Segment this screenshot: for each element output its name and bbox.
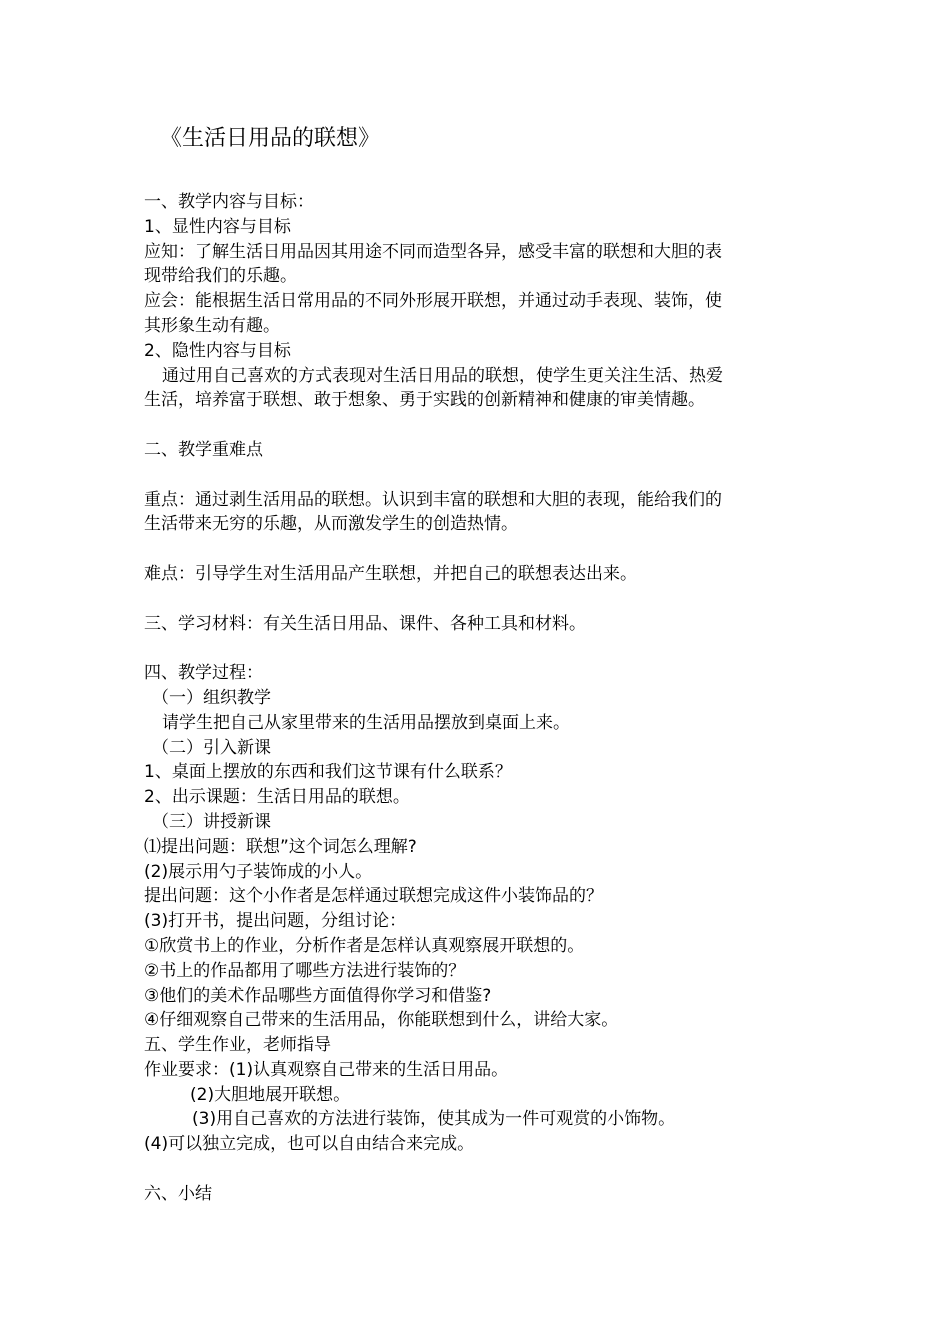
text-line: ①欣赏书上的作业，分析作者是怎样认真观察展开联想的。	[144, 935, 585, 956]
text-line: 应知：了解生活日用品因其用途不同而造型各异，感受丰富的联想和大胆的表	[144, 241, 722, 262]
text-line: 重点：通过剥生活用品的联想。认识到丰富的联想和大胆的表现，能给我们的	[144, 489, 722, 510]
text-line: （二）引入新课	[152, 737, 271, 758]
document-title: 《生活日用品的联想》	[160, 126, 381, 151]
text-line: 现带给我们的乐趣。	[144, 266, 297, 287]
text-line: （一）组织教学	[152, 687, 271, 708]
text-line: (2)展示用勺子装饰成的小人。	[144, 861, 373, 882]
text-line: ④仔细观察自己带来的生活用品，你能联想到什么，讲给大家。	[144, 1010, 619, 1031]
text-line: 生活带来无穷的乐趣，从而激发学生的创造热情。	[144, 514, 518, 535]
blank-line	[144, 587, 812, 612]
text-line: 难点：引导学生对生活用品产生联想，并把自己的联想表达出来。	[144, 563, 637, 584]
document-body	[144, 190, 812, 1207]
text-line: 通过用自己喜欢的方式表现对生活日用品的联想，使学生更关注生活、热爱	[162, 365, 723, 386]
text-line: 提出问题：这个小作者是怎样通过联想完成这件小装饰品的？	[144, 886, 603, 907]
text-line: (2)大胆地展开联想。	[190, 1084, 351, 1105]
text-line: 1、显性内容与目标	[144, 216, 291, 237]
text-line: 生活，培养富于联想、敢于想象、勇于实践的创新精神和健康的审美情趣。	[144, 390, 705, 411]
text-line: ③他们的美术作品哪些方面值得你学习和借鉴?	[144, 985, 492, 1006]
text-line: 四、教学过程：	[144, 663, 263, 684]
text-line: 二、教学重难点	[144, 439, 263, 460]
text-line: ⑴提出问题：联想”这个词怎么理解?	[144, 836, 417, 857]
text-line: 六、小结	[144, 1183, 212, 1204]
text-line: 其形象生动有趣。	[144, 315, 280, 336]
text-line: 请学生把自己从家里带来的生活用品摆放到桌面上来。	[162, 712, 570, 733]
text-line: （三）讲授新课	[152, 811, 271, 832]
text-line: (3)打开书，提出问题，分组讨论：	[144, 911, 407, 932]
text-line: 一、教学内容与目标：	[144, 192, 314, 212]
text-line: 2、隐性内容与目标	[144, 340, 291, 361]
blank-line	[144, 1157, 812, 1182]
text-line: 三、学习材料：有关生活日用品、课件、各种工具和材料。	[144, 613, 586, 634]
blank-line	[144, 537, 812, 562]
text-line: 1、桌面上摆放的东西和我们这节课有什么联系？	[144, 762, 512, 783]
text-line: 2、出示课题：生活日用品的联想。	[144, 787, 410, 808]
blank-line	[144, 463, 812, 488]
text-line: 作业要求：(1)认真观察自己带来的生活日用品。	[144, 1059, 509, 1080]
blank-line	[144, 636, 812, 661]
text-line: ②书上的作品都用了哪些方法进行装饰的？	[144, 960, 466, 981]
text-line: 五、学生作业，老师指导	[144, 1035, 331, 1056]
blank-line	[144, 413, 812, 438]
text-line: (3)用自己喜欢的方法进行装饰，使其成为一件可观赏的小饰物。	[192, 1109, 676, 1130]
text-line: (4)可以独立完成，也可以自由结合来完成。	[144, 1134, 475, 1155]
text-line: 应会：能根据生活日常用品的不同外形展开联想，并通过动手表现、装饰，使	[144, 291, 722, 312]
